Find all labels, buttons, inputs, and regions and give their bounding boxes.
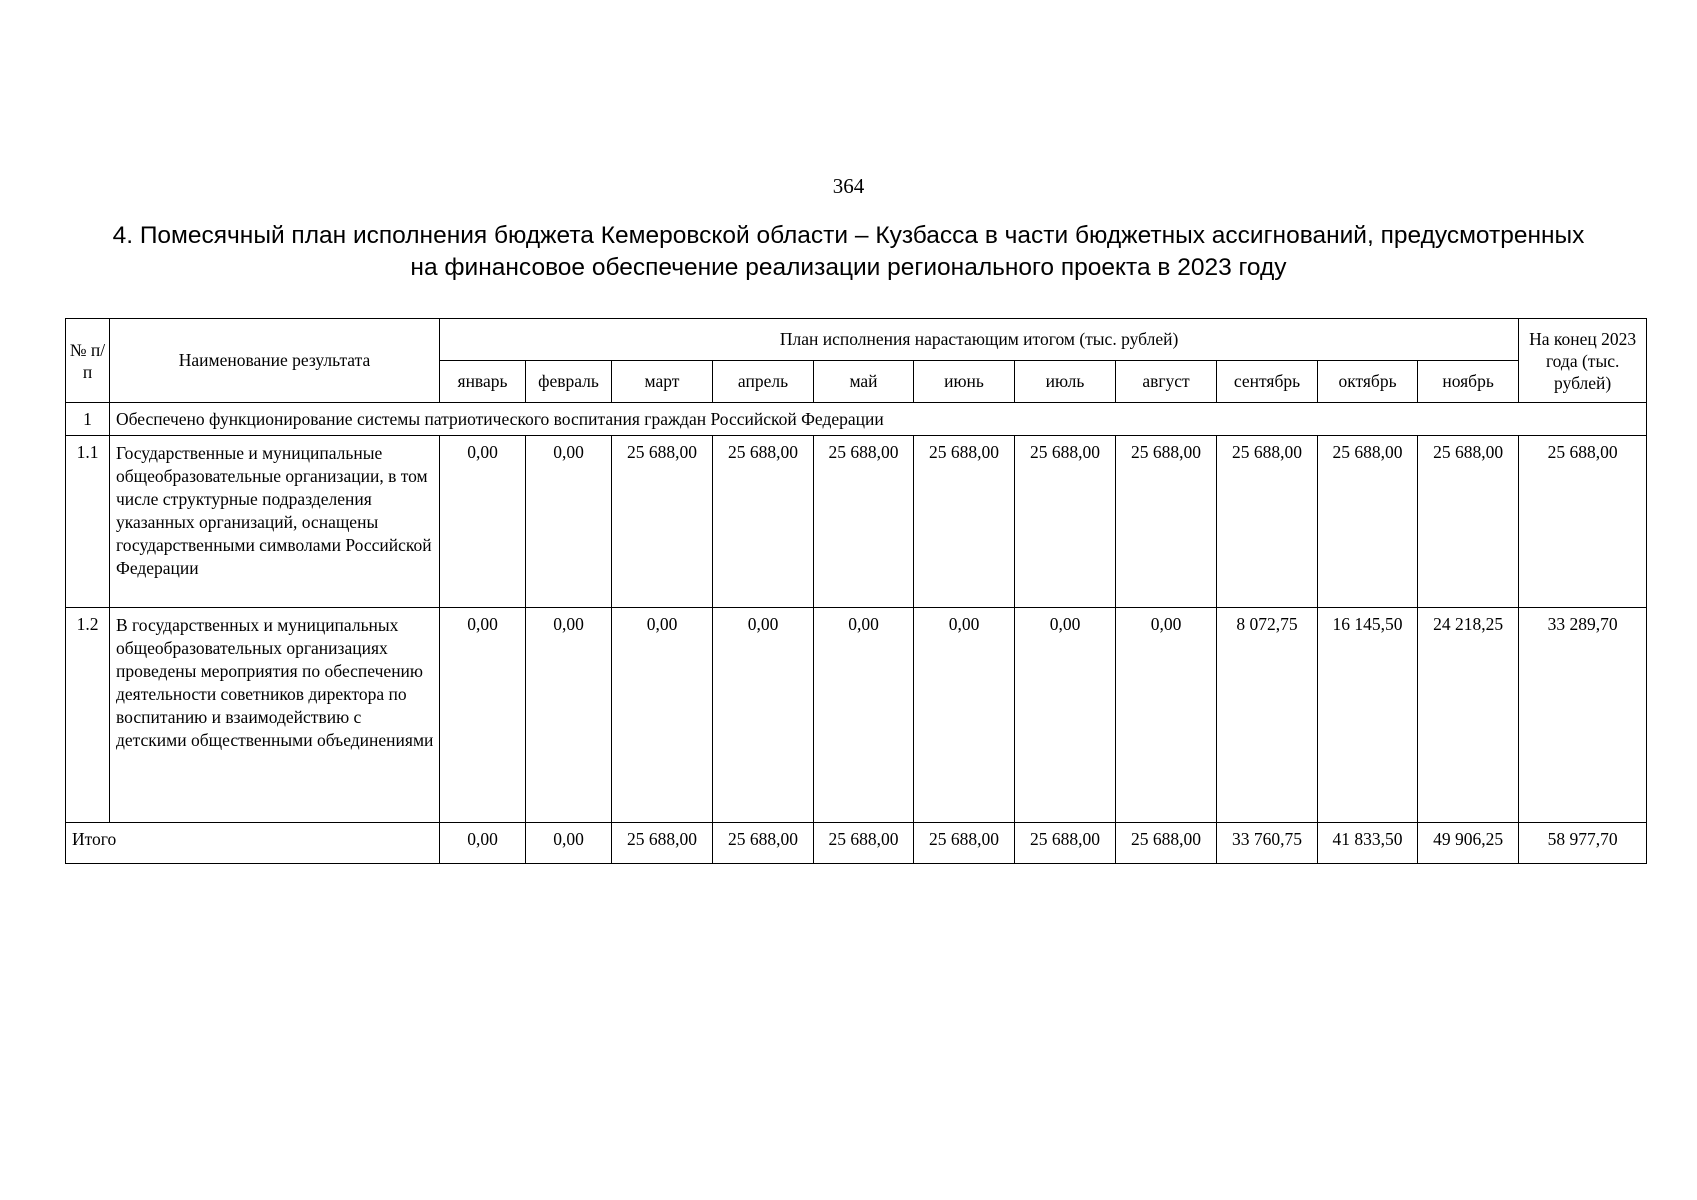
page-number: 364	[832, 174, 865, 198]
end-of-year-cell: 33 289,70	[1519, 608, 1647, 823]
total-cell: 33 760,75	[1217, 823, 1318, 864]
section-row	[66, 403, 1647, 436]
value-cell: 25 688,00	[914, 436, 1015, 608]
budget-plan-table	[65, 318, 1647, 864]
row-name: Государственные и муниципальные общеобразовательные организации, в том числе структурные подразделения указанных организаций, оснащены государственными символами Российской Федерации	[110, 436, 440, 608]
value-cell: 8 072,75	[1217, 608, 1318, 823]
value-cell: 25 688,00	[612, 436, 713, 608]
title-line-2: на финансовое обеспечение реализации регионального проекта в 2023 году	[410, 254, 1287, 281]
total-end-of-year-cell: 58 977,70	[1519, 823, 1647, 864]
total-label: Итого	[66, 823, 440, 864]
value-cell: 0,00	[612, 608, 713, 823]
total-cell: 41 833,50	[1318, 823, 1418, 864]
value-cell: 0,00	[440, 436, 526, 608]
month-header: январь	[440, 361, 526, 403]
month-header: март	[612, 361, 713, 403]
header-end-of-year: На конец 2023 года (тыс. рублей)	[1519, 319, 1647, 403]
value-cell: 25 688,00	[1217, 436, 1318, 608]
value-cell: 0,00	[526, 608, 612, 823]
total-cell: 0,00	[526, 823, 612, 864]
row-no: 1.1	[66, 436, 110, 608]
value-cell: 25 688,00	[1318, 436, 1418, 608]
value-cell: 0,00	[1116, 608, 1217, 823]
end-of-year-cell: 25 688,00	[1519, 436, 1647, 608]
header-no: № п/п	[66, 319, 110, 403]
month-header: май	[814, 361, 914, 403]
month-header: апрель	[713, 361, 814, 403]
value-cell: 0,00	[814, 608, 914, 823]
row-no: 1.2	[66, 608, 110, 823]
month-header: июль	[1015, 361, 1116, 403]
value-cell: 25 688,00	[1116, 436, 1217, 608]
value-cell: 0,00	[914, 608, 1015, 823]
value-cell: 25 688,00	[1418, 436, 1519, 608]
total-cell: 25 688,00	[814, 823, 914, 864]
header-name: Наименование результата	[110, 319, 440, 403]
value-cell: 16 145,50	[1318, 608, 1418, 823]
total-cell: 25 688,00	[713, 823, 814, 864]
total-cell: 25 688,00	[914, 823, 1015, 864]
month-header: август	[1116, 361, 1217, 403]
value-cell: 0,00	[1015, 608, 1116, 823]
total-row	[66, 823, 1647, 864]
section-no: 1	[66, 403, 110, 436]
header-row-top	[66, 319, 1647, 361]
value-cell: 25 688,00	[713, 436, 814, 608]
month-header: июнь	[914, 361, 1015, 403]
value-cell: 25 688,00	[1015, 436, 1116, 608]
section-name: Обеспечено функционирование системы патриотического воспитания граждан Российской Федерации	[110, 403, 1647, 436]
value-cell: 0,00	[526, 436, 612, 608]
table-row	[66, 608, 1647, 823]
month-header: октябрь	[1318, 361, 1418, 403]
value-cell: 24 218,25	[1418, 608, 1519, 823]
value-cell: 0,00	[713, 608, 814, 823]
month-header: ноябрь	[1418, 361, 1519, 403]
total-cell: 49 906,25	[1418, 823, 1519, 864]
month-header: сентябрь	[1217, 361, 1318, 403]
value-cell: 25 688,00	[814, 436, 914, 608]
value-cell: 0,00	[440, 608, 526, 823]
title-line-1: 4. Помесячный план исполнения бюджета Кемеровской области – Кузбасса в части бюджетных ассигнований, предусмотренных	[112, 222, 1585, 249]
total-cell: 25 688,00	[612, 823, 713, 864]
total-cell: 25 688,00	[1116, 823, 1217, 864]
header-plan: План исполнения нарастающим итогом (тыс. рублей)	[440, 319, 1519, 361]
total-cell: 0,00	[440, 823, 526, 864]
document-title	[70, 220, 1627, 284]
table-row	[66, 436, 1647, 608]
row-name: В государственных и муниципальных общеобразовательных организациях проведены мероприятия по обеспечению деятельности советников директора по воспитанию и взаимодействию с детскими общественными объединениями	[110, 608, 440, 823]
total-cell: 25 688,00	[1015, 823, 1116, 864]
month-header: февраль	[526, 361, 612, 403]
